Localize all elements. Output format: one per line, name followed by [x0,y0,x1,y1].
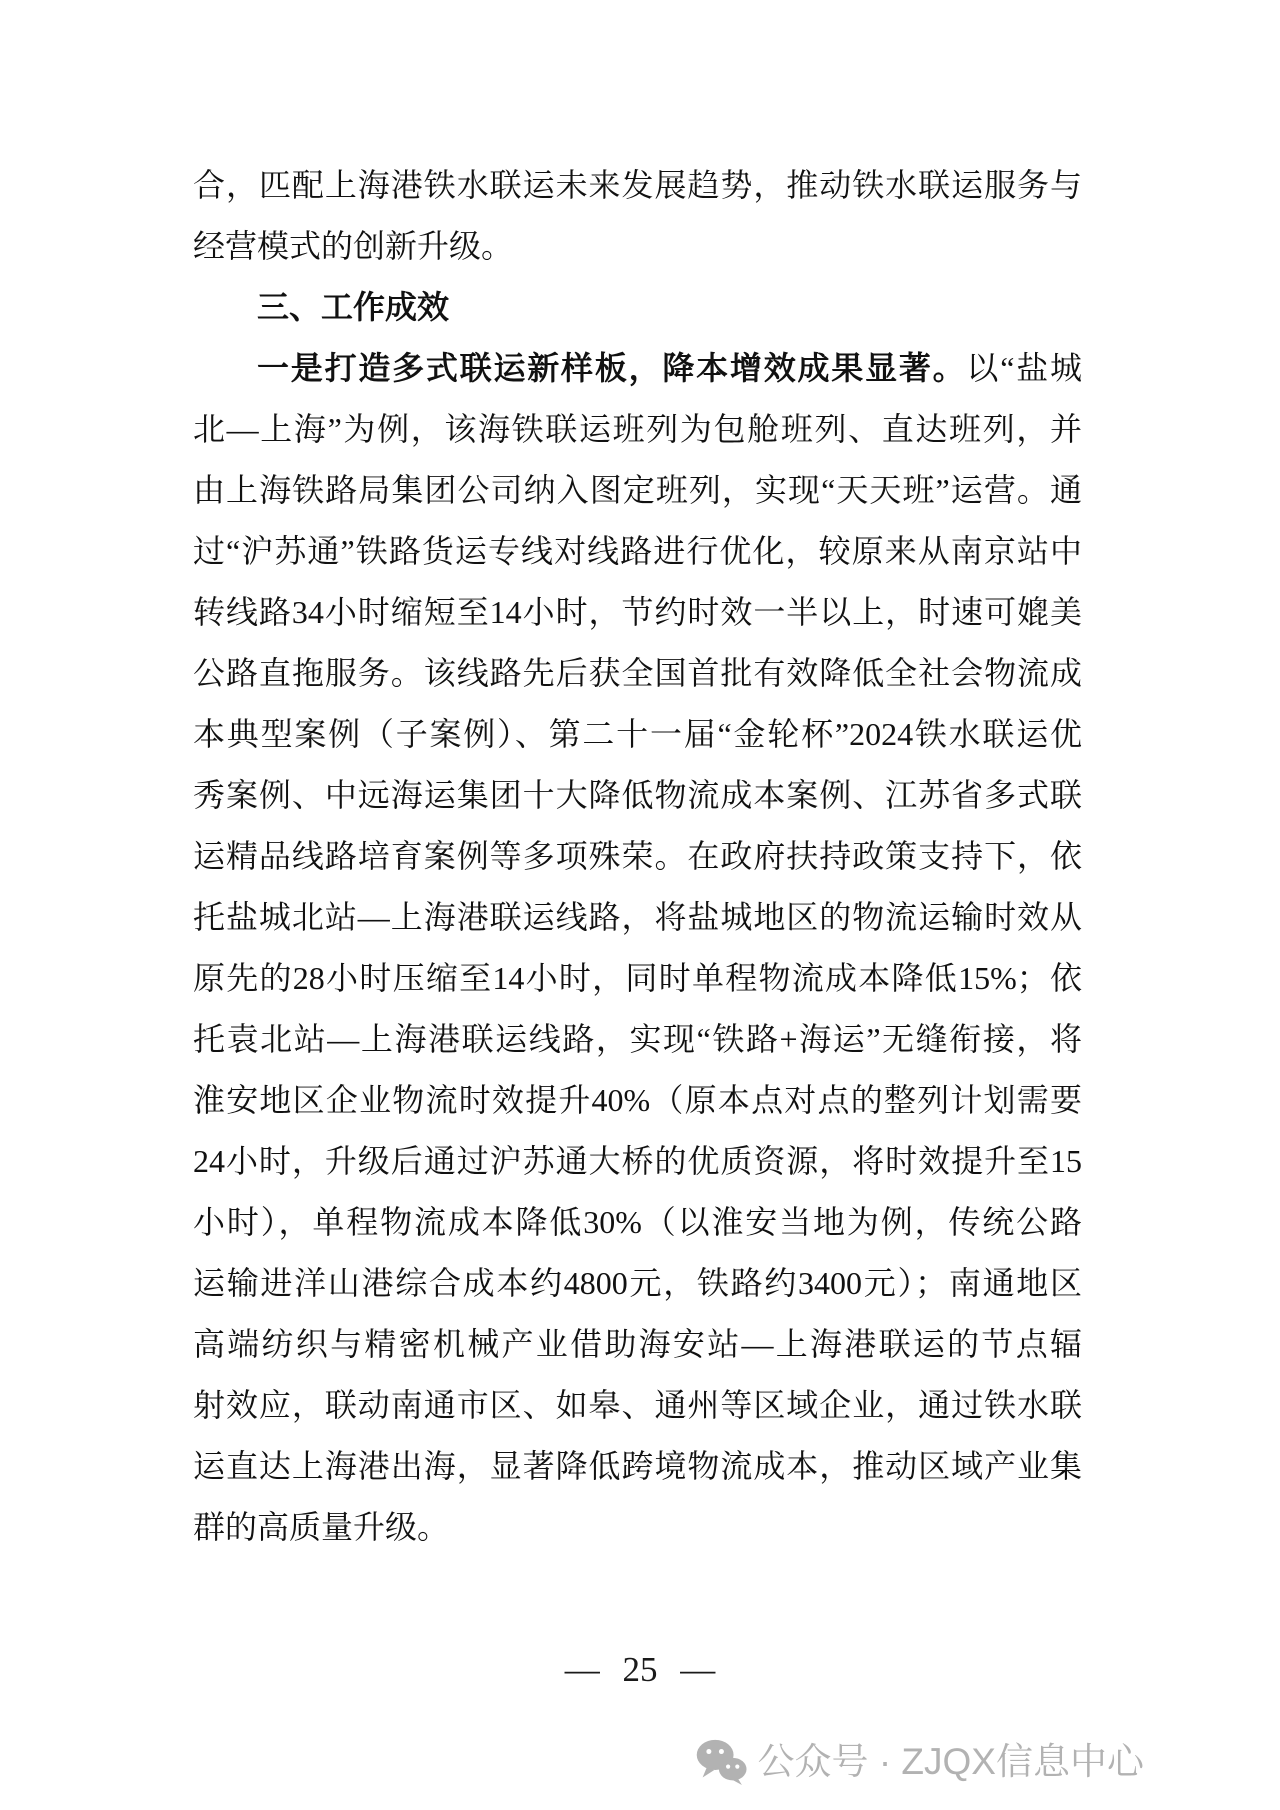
text-line [193,1375,1082,1436]
text-segment: 合，匹配上海港铁水联运未来发展趋势，推动铁水联运服务与 [193,167,1082,203]
text-segment: 经营模式的创新升级。 [193,228,514,264]
text-segment: 射效应，联动南通市区、如皋、通州等区域企业，通过铁水联 [193,1387,1082,1423]
section-heading [193,277,1082,338]
watermark-text: 公众号 · ZJQX信息中心 [757,1741,1144,1782]
bold-text-segment: 三、工作成效 [257,289,450,325]
text-segment: 北—上海”为例，该海铁联运班列为包舱班列、直达班列，并 [193,411,1082,447]
text-line [193,1070,1082,1131]
text-segment: 托袁北站—上海港联运线路，实现“铁路+海运”无缝衔接，将 [193,1021,1082,1057]
text-segment: 小时），单程物流成本降低30%（以淮安当地为例，传统公路 [193,1204,1082,1240]
text-segment: 以“盐城 [966,350,1082,386]
text-segment: 转线路34小时缩短至14小时，节约时效一半以上，时速可媲美 [193,594,1082,630]
text-line [193,704,1082,765]
text-line [193,399,1082,460]
bold-text-segment: 一是打造多式联运新样板，降本增效成果显著。 [257,350,967,386]
text-segment: 高端纺织与精密机械产业借助海安站—上海港联运的节点辐 [193,1326,1082,1362]
text-line [193,338,1082,399]
text-segment: 原先的28小时压缩至14小时，同时单程物流成本降低15%；依 [193,960,1082,996]
text-line [193,765,1082,826]
wechat-watermark [695,1736,1144,1788]
text-line [193,1009,1082,1070]
wechat-icon [695,1739,747,1785]
text-line [193,826,1082,887]
text-line [193,1497,1082,1558]
text-line [193,887,1082,948]
text-line [193,1253,1082,1314]
text-line [193,216,1082,277]
text-segment: 淮安地区企业物流时效提升40%（原本点对点的整列计划需要 [193,1082,1082,1118]
text-line [193,521,1082,582]
text-line [193,155,1082,216]
text-line [193,643,1082,704]
text-segment: 过“沪苏通”铁路货运专线对线路进行优化，较原来从南京站中 [193,533,1082,569]
text-segment: 本典型案例（子案例）、第二十一届“金轮杯”2024铁水联运优 [193,716,1082,752]
text-segment: 公路直拖服务。该线路先后获全国首批有效降低全社会物流成 [193,655,1082,691]
document-body [193,155,1082,1558]
text-line [193,948,1082,1009]
text-segment: 秀案例、中远海运集团十大降低物流成本案例、江苏省多式联 [193,777,1082,813]
text-line [193,1436,1082,1497]
text-segment: 24小时，升级后通过沪苏通大桥的优质资源，将时效提升至15 [193,1143,1082,1179]
text-line [193,582,1082,643]
text-line [193,1131,1082,1192]
text-segment: 运精品线路培育案例等多项殊荣。在政府扶持政策支持下，依 [193,838,1082,874]
text-segment: 运直达上海港出海，显著降低跨境物流成本，推动区域产业集 [193,1448,1082,1484]
text-segment: 由上海铁路局集团公司纳入图定班列，实现“天天班”运营。通 [193,472,1082,508]
page-number: — 25 — [564,1650,716,1689]
text-line [193,1314,1082,1375]
text-segment: 托盐城北站—上海港联运线路，将盐城地区的物流运输时效从 [193,899,1082,935]
text-segment: 群的高质量升级。 [193,1509,450,1545]
text-line [193,1192,1082,1253]
text-line [193,460,1082,521]
text-segment: 运输进洋山港综合成本约4800元，铁路约3400元）；南通地区 [193,1265,1082,1301]
